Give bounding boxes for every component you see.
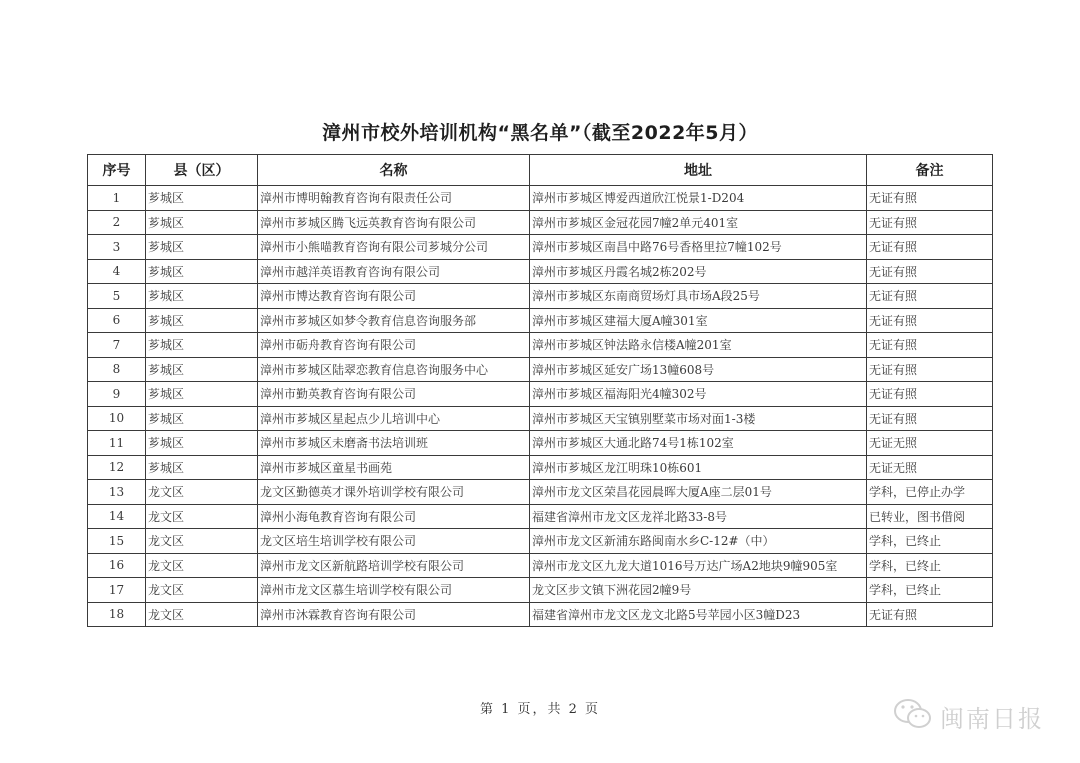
cell-address: 漳州市龙文区荣昌花园晨晖大厦A座二层01号 xyxy=(530,480,867,505)
cell-name: 漳州市芗城区童星书画苑 xyxy=(258,455,530,480)
cell-index: 17 xyxy=(88,578,146,603)
cell-name: 龙文区培生培训学校有限公司 xyxy=(258,529,530,554)
blacklist-table xyxy=(87,154,993,627)
cell-note: 无证无照 xyxy=(867,455,993,480)
cell-county: 芗城区 xyxy=(146,357,258,382)
cell-note: 已转业，图书借阅 xyxy=(867,504,993,529)
cell-note: 无证有照 xyxy=(867,259,993,284)
cell-note: 学科，已终止 xyxy=(867,529,993,554)
table-row xyxy=(88,529,993,554)
cell-address: 漳州市芗城区天宝镇别墅菜市场对面1-3楼 xyxy=(530,406,867,431)
cell-address: 漳州市芗城区钟法路永信楼A幢201室 xyxy=(530,333,867,358)
cell-name: 漳州市小熊喵教育咨询有限公司芗城分公司 xyxy=(258,235,530,260)
cell-index: 8 xyxy=(88,357,146,382)
wechat-icon xyxy=(892,697,934,735)
table-row xyxy=(88,406,993,431)
cell-name: 漳州市勤英教育咨询有限公司 xyxy=(258,382,530,407)
cell-name: 漳州小海龟教育咨询有限公司 xyxy=(258,504,530,529)
table-row xyxy=(88,186,993,211)
table-row xyxy=(88,235,993,260)
cell-address: 福建省漳州市龙文区龙祥北路33-8号 xyxy=(530,504,867,529)
cell-county: 芗城区 xyxy=(146,186,258,211)
cell-name: 漳州市龙文区新航路培训学校有限公司 xyxy=(258,553,530,578)
cell-county: 龙文区 xyxy=(146,602,258,627)
page-number: 第 1 页，共 2 页 xyxy=(479,702,601,717)
cell-name: 漳州市博达教育咨询有限公司 xyxy=(258,284,530,309)
cell-county: 芗城区 xyxy=(146,284,258,309)
cell-index: 12 xyxy=(88,455,146,480)
cell-note: 无证有照 xyxy=(867,333,993,358)
cell-index: 13 xyxy=(88,480,146,505)
cell-county: 龙文区 xyxy=(146,553,258,578)
cell-county: 龙文区 xyxy=(146,578,258,603)
cell-address: 漳州市芗城区博爱西道欣江悦景1-D204 xyxy=(530,186,867,211)
header-note: 备注 xyxy=(867,155,993,186)
cell-county: 芗城区 xyxy=(146,431,258,456)
cell-address: 漳州市芗城区丹霞名城2栋202号 xyxy=(530,259,867,284)
cell-index: 2 xyxy=(88,210,146,235)
cell-name: 漳州市芗城区未磨斋书法培训班 xyxy=(258,431,530,456)
table-row xyxy=(88,333,993,358)
table-row xyxy=(88,578,993,603)
cell-name: 漳州市芗城区如梦令教育信息咨询服务部 xyxy=(258,308,530,333)
cell-index: 10 xyxy=(88,406,146,431)
cell-county: 芗城区 xyxy=(146,308,258,333)
header-county: 县（区） xyxy=(146,155,258,186)
cell-note: 无证有照 xyxy=(867,382,993,407)
header-index: 序号 xyxy=(88,155,146,186)
table-row xyxy=(88,357,993,382)
cell-note: 无证有照 xyxy=(867,210,993,235)
cell-address: 漳州市芗城区南昌中路76号香格里拉7幢102号 xyxy=(530,235,867,260)
cell-address: 漳州市芗城区延安广场13幢608号 xyxy=(530,357,867,382)
table-row xyxy=(88,504,993,529)
cell-address: 漳州市芗城区福海阳光4幢302号 xyxy=(530,382,867,407)
cell-name: 漳州市越洋英语教育咨询有限公司 xyxy=(258,259,530,284)
cell-county: 芗城区 xyxy=(146,382,258,407)
cell-county: 芗城区 xyxy=(146,406,258,431)
cell-note: 学科，已终止 xyxy=(867,578,993,603)
cell-address: 漳州市龙文区九龙大道1016号万达广场A2地块9幢905室 xyxy=(530,553,867,578)
cell-county: 龙文区 xyxy=(146,480,258,505)
cell-note: 学科，已停止办学 xyxy=(867,480,993,505)
cell-address: 漳州市芗城区金冠花园7幢2单元401室 xyxy=(530,210,867,235)
cell-name: 漳州市龙文区慕生培训学校有限公司 xyxy=(258,578,530,603)
cell-index: 9 xyxy=(88,382,146,407)
cell-address: 福建省漳州市龙文区龙文北路5号苹园小区3幢D23 xyxy=(530,602,867,627)
cell-county: 芗城区 xyxy=(146,455,258,480)
document-title: 漳州市校外培训机构“黑名单”（截至2022年5月） xyxy=(321,122,759,144)
watermark-text: 闽南日报 xyxy=(940,704,1044,733)
table-row xyxy=(88,308,993,333)
cell-index: 15 xyxy=(88,529,146,554)
cell-name: 漳州市芗城区陆翠恋教育信息咨询服务中心 xyxy=(258,357,530,382)
cell-name: 漳州市沐霖教育咨询有限公司 xyxy=(258,602,530,627)
cell-index: 1 xyxy=(88,186,146,211)
cell-note: 学科，已终止 xyxy=(867,553,993,578)
table-row xyxy=(88,259,993,284)
cell-note: 无证无照 xyxy=(867,431,993,456)
cell-index: 16 xyxy=(88,553,146,578)
cell-note: 无证有照 xyxy=(867,406,993,431)
table-row xyxy=(88,382,993,407)
cell-address: 漳州市龙文区新浦东路闽南水乡C-12#（中） xyxy=(530,529,867,554)
cell-note: 无证有照 xyxy=(867,235,993,260)
table-row xyxy=(88,480,993,505)
cell-name: 漳州市砺舟教育咨询有限公司 xyxy=(258,333,530,358)
table-row xyxy=(88,284,993,309)
cell-note: 无证有照 xyxy=(867,284,993,309)
header-name: 名称 xyxy=(258,155,530,186)
table-row xyxy=(88,553,993,578)
cell-index: 4 xyxy=(88,259,146,284)
table-row xyxy=(88,431,993,456)
cell-note: 无证有照 xyxy=(867,308,993,333)
cell-address: 漳州市芗城区龙江明珠10栋601 xyxy=(530,455,867,480)
cell-county: 芗城区 xyxy=(146,210,258,235)
cell-note: 无证有照 xyxy=(867,186,993,211)
cell-name: 龙文区勤德英才课外培训学校有限公司 xyxy=(258,480,530,505)
cell-address: 漳州市芗城区东南商贸场灯具市场A段25号 xyxy=(530,284,867,309)
cell-note: 无证有照 xyxy=(867,357,993,382)
cell-index: 3 xyxy=(88,235,146,260)
cell-name: 漳州市芗城区星起点少儿培训中心 xyxy=(258,406,530,431)
cell-county: 芗城区 xyxy=(146,259,258,284)
cell-county: 芗城区 xyxy=(146,333,258,358)
cell-county: 龙文区 xyxy=(146,529,258,554)
cell-county: 芗城区 xyxy=(146,235,258,260)
table-row xyxy=(88,210,993,235)
table-row xyxy=(88,602,993,627)
cell-name: 漳州市芗城区腾飞远英教育咨询有限公司 xyxy=(258,210,530,235)
cell-name: 漳州市博明翰教育咨询有限责任公司 xyxy=(258,186,530,211)
cell-index: 7 xyxy=(88,333,146,358)
cell-index: 6 xyxy=(88,308,146,333)
cell-address: 漳州市芗城区大通北路74号1栋102室 xyxy=(530,431,867,456)
table-header-row xyxy=(88,155,993,186)
cell-index: 14 xyxy=(88,504,146,529)
table-row xyxy=(88,455,993,480)
cell-index: 18 xyxy=(88,602,146,627)
cell-index: 11 xyxy=(88,431,146,456)
cell-address: 龙文区步文镇下洲花园2幢9号 xyxy=(530,578,867,603)
header-address: 地址 xyxy=(530,155,867,186)
cell-county: 龙文区 xyxy=(146,504,258,529)
watermark xyxy=(892,697,1044,735)
cell-address: 漳州市芗城区建福大厦A幢301室 xyxy=(530,308,867,333)
cell-note: 无证有照 xyxy=(867,602,993,627)
cell-index: 5 xyxy=(88,284,146,309)
